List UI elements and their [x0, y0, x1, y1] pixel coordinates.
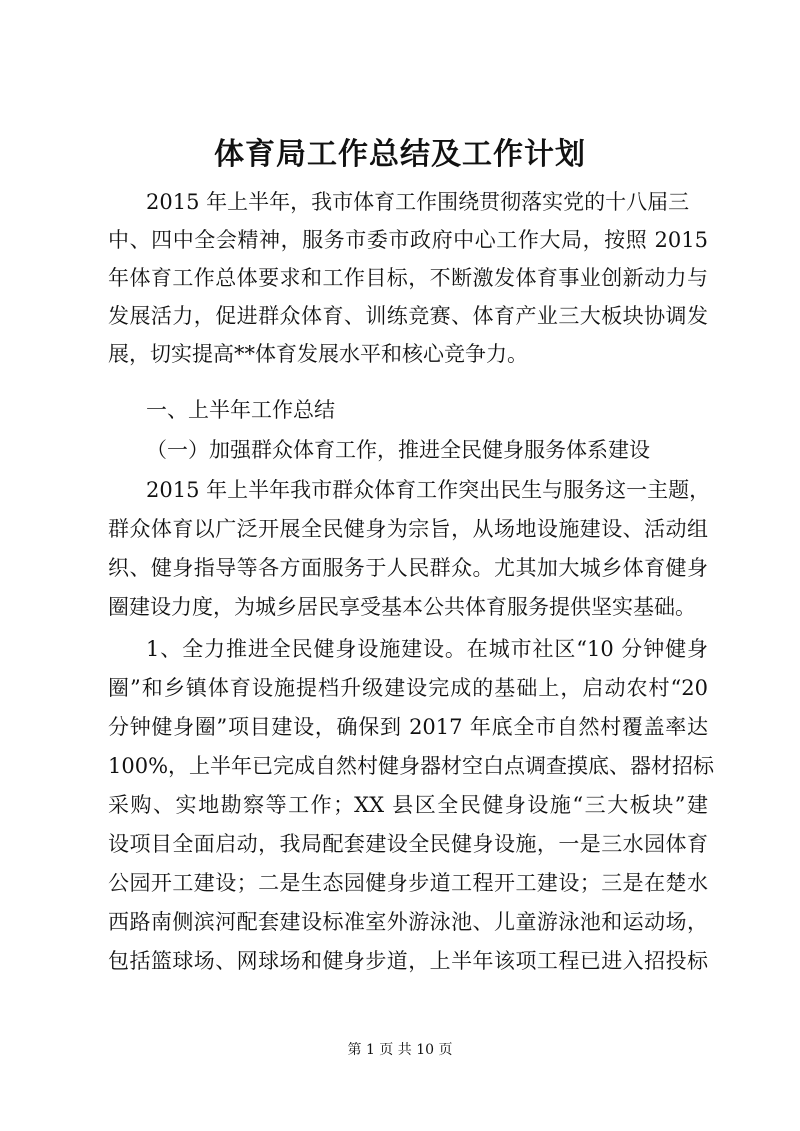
subsection-heading: （一）加强群众体育工作，推进全民健身服务体系建设 [146, 438, 650, 462]
body-line: 采购、实地勘察等工作；XX 县区全民健身设施“三大板块”建 [108, 793, 708, 817]
body-line: 圈建设力度，为城乡居民享受基本公共体育服务提供坚实基础。 [108, 595, 696, 619]
body-line: 2015 年上半年，我市体育工作围绕贯彻落实党的十八届三 [146, 190, 690, 214]
page-footer: 第 1 页 共 10 页 [347, 1042, 453, 1058]
body-line: 包括篮球场、网球场和健身步道，上半年该项工程已进入招投标 [108, 949, 708, 973]
body-line: 群众体育以广泛开展全民健身为宗旨，从场地设施建设、活动组 [108, 517, 708, 541]
body-line: 分钟健身圈”项目建设，确保到 2017 年底全市自然村覆盖率达 [108, 715, 708, 739]
body-line: 织、健身指导等各方面服务于人民群众。尤其加大城乡体育健身 [108, 556, 708, 580]
body-line: 年体育工作总体要求和工作目标，不断激发体育事业创新动力与 [108, 266, 708, 290]
document-title: 体育局工作总结及工作计划 [214, 137, 586, 172]
body-line: 公园开工建设；二是生态园健身步道工程开工建设；三是在楚水 [108, 871, 708, 895]
body-line: 100%，上半年已完成自然村健身器材空白点调查摸底、器材招标 [108, 754, 715, 778]
body-line: 1、全力推进全民健身设施建设。在城市社区“10 分钟健身 [146, 637, 708, 661]
body-line: 设项目全面启动，我局配套建设全民健身设施，一是三水园体育 [108, 832, 708, 856]
body-line: 2015 年上半年我市群众体育工作突出民生与服务这一主题， [146, 478, 711, 502]
section-heading: 一、上半年工作总结 [146, 398, 335, 422]
body-line: 圈”和乡镇体育设施提档升级建设完成的基础上，启动农村“20 [108, 676, 708, 700]
body-line: 西路南侧滨河配套建设标准室外游泳池、儿童游泳池和运动场， [108, 910, 708, 934]
body-line: 发展活力，促进群众体育、训练竞赛、体育产业三大板块协调发 [108, 304, 708, 328]
body-line: 展，切实提高**体育发展水平和核心竞争力。 [108, 342, 528, 366]
body-line: 中、四中全会精神，服务市委市政府中心工作大局，按照 2015 [108, 228, 708, 252]
